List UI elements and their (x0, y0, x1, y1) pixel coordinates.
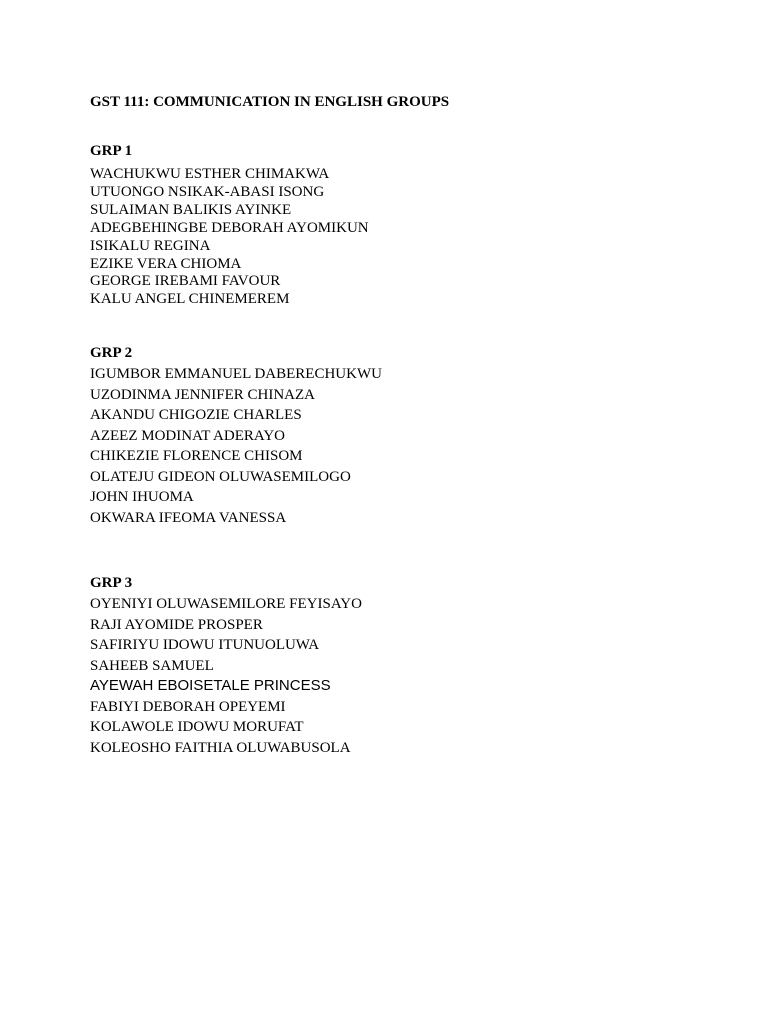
member-name: SAHEEB SAMUEL (90, 657, 214, 674)
member-name: KALU ANGEL CHINEMEREM (90, 291, 290, 308)
member-name: UTUONGO NSIKAK-ABASI ISONG (90, 183, 325, 200)
group-heading: GRP 1 (90, 143, 133, 159)
member-name: ISIKALU REGINA (90, 237, 211, 254)
group-heading: GRP 2 (90, 345, 133, 361)
member-name: CHIKEZIE FLORENCE CHISOM (90, 448, 303, 464)
member-name: AYEWAH EBOISETALE PRINCESS (90, 677, 331, 694)
group-2 (90, 344, 690, 528)
member-name: JOHN IHUOMA (90, 489, 194, 505)
member-name: UZODINMA JENNIFER CHINAZA (90, 386, 315, 403)
member-name: OLATEJU GIDEON OLUWASEMILOGO (90, 468, 351, 485)
member-name: SULAIMAN BALIKIS AYINKE (90, 201, 292, 218)
member-name: WACHUKWU ESTHER CHIMAKWA (90, 166, 330, 182)
document-title: GST 111: COMMUNICATION IN ENGLISH GROUPS (90, 94, 450, 110)
member-name: EZIKE VERA CHIOMA (90, 255, 242, 272)
group-heading: GRP 3 (90, 575, 133, 591)
member-list (90, 166, 690, 309)
member-name: RAJI AYOMIDE PROSPER (90, 616, 263, 633)
member-name: OYENIYI OLUWASEMILORE FEYISAYO (90, 596, 362, 612)
group-3 (90, 574, 690, 758)
member-list (90, 364, 690, 528)
member-name: AZEEZ MODINAT ADERAYO (90, 427, 285, 444)
member-name: ADEGBEHINGBE DEBORAH AYOMIKUN (90, 219, 369, 236)
member-name: KOLEOSHO FAITHIA OLUWABUSOLA (90, 739, 351, 756)
member-name: KOLAWOLE IDOWU MORUFAT (90, 719, 304, 735)
member-list (90, 594, 690, 758)
member-name: GEORGE IREBAMI FAVOUR (90, 273, 281, 290)
member-name: AKANDU CHIGOZIE CHARLES (90, 407, 302, 423)
group-1 (90, 142, 690, 309)
member-name: FABIYI DEBORAH OPEYEMI (90, 698, 286, 715)
member-name: SAFIRIYU IDOWU ITUNUOLUWA (90, 637, 320, 653)
member-name: IGUMBOR EMMANUEL DABERECHUKWU (90, 366, 382, 382)
member-name: OKWARA IFEOMA VANESSA (90, 509, 287, 526)
